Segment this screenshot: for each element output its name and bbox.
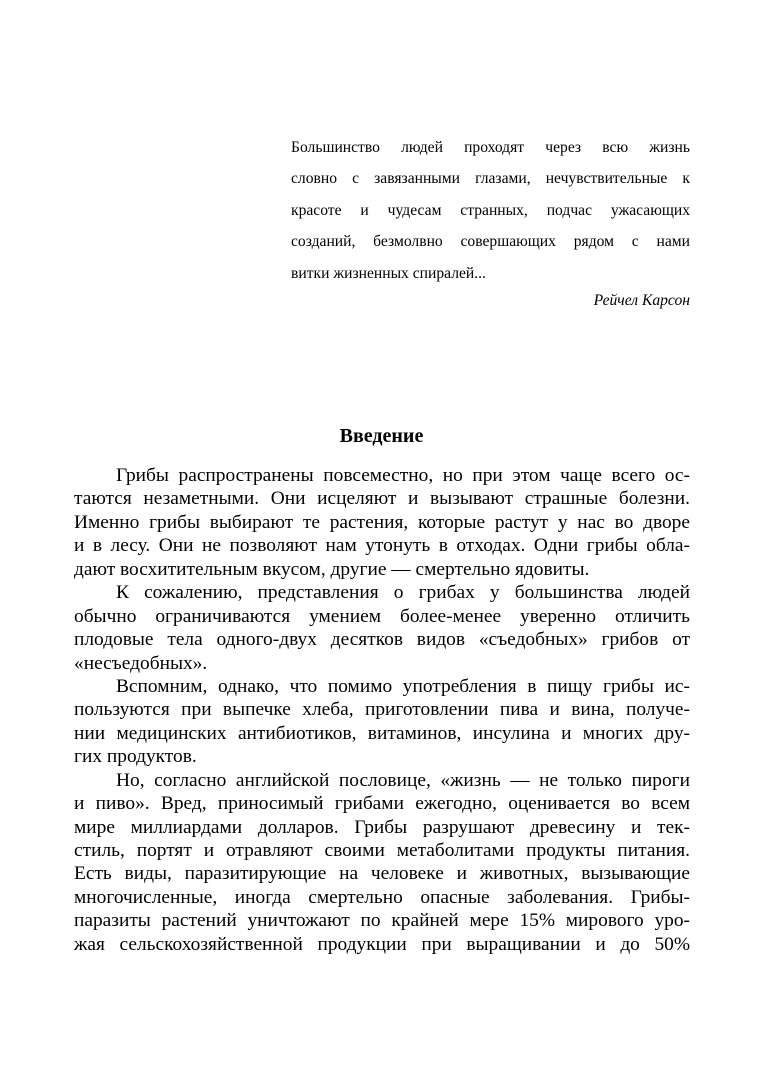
paragraph-line: и пиво». Вред, приносимый грибами ежегодно, оценивается во всем [74, 793, 690, 815]
paragraph-line: Грибы распространены повсеместно, но при этом чаще всего ос- [116, 465, 690, 486]
epigraph-line: Большинство людей проходят через всю жизнь [291, 139, 690, 156]
chapter-heading: Введение [339, 425, 424, 447]
paragraph-line: мире миллиардами долларов. Грибы разрушают древесину и тек- [74, 816, 690, 838]
paragraph-line: нии медицинских антибиотиков, витаминов, инсулина и многих дру- [74, 722, 690, 744]
paragraph-line: К сожалению, представления о грибах у большинства людей [116, 582, 690, 604]
epigraph-line: созданий, безмолвно совершающих рядом с нами [291, 233, 690, 251]
paragraph-line: паразиты растений уничтожают по крайней мере 15% мирового уро- [74, 910, 690, 932]
paragraph-line: Есть виды, паразитирующие на человеке и животных, вызывающие [74, 863, 690, 885]
paragraph-line: пользуются при выпечке хлеба, приготовлении пива и вина, получе- [74, 699, 690, 721]
epigraph-line: словно с завязанными глазами, нечувствительные к [291, 170, 690, 188]
paragraph-line: обычно ограничиваются умением более-менее уверенно отличить [74, 605, 690, 627]
paragraph-line: многочисленные, иногда смертельно опасные заболевания. Грибы- [74, 886, 690, 908]
epigraph-line: красоте и чудесам странных, подчас ужасающих [291, 201, 690, 219]
paragraph-line: Но, согласно английской пословице, «жизнь — не только пироги [116, 769, 690, 791]
paragraph-line: стиль, портят и отравляют своими метаболитами продукты питания. [74, 840, 690, 861]
paragraph-line: и в лесу. Они не позволяют нам утонуть в отходах. Одни грибы обла- [74, 535, 690, 557]
epigraph-line: витки жизненных спиралей... [291, 264, 486, 282]
paragraph-line: гих продуктов. [74, 746, 197, 768]
paragraph-line: плодовые тела одного-двух десятков видов «съедобных» грибов от [74, 629, 690, 651]
paragraph-line: таются незаметными. Они исцеляют и вызывают страшные болезни. [74, 488, 690, 510]
epigraph-author: Рейчел Карсон [593, 292, 690, 309]
paragraph-line: Именно грибы выбирают те растения, которые растут у нас во дворе [74, 511, 690, 533]
paragraph-line: жая сельскохозяйственной продукции при выращивании и до 50% [74, 933, 690, 955]
paragraph-line: Вспомним, однако, что помимо употребления в пищу грибы ис- [116, 675, 690, 697]
body-text [74, 464, 690, 956]
epigraph [291, 132, 690, 289]
paragraph-line: «несъедобных». [74, 652, 208, 674]
paragraph-line: дают восхитительным вкусом, другие — смертельно ядовиты. [74, 558, 590, 580]
